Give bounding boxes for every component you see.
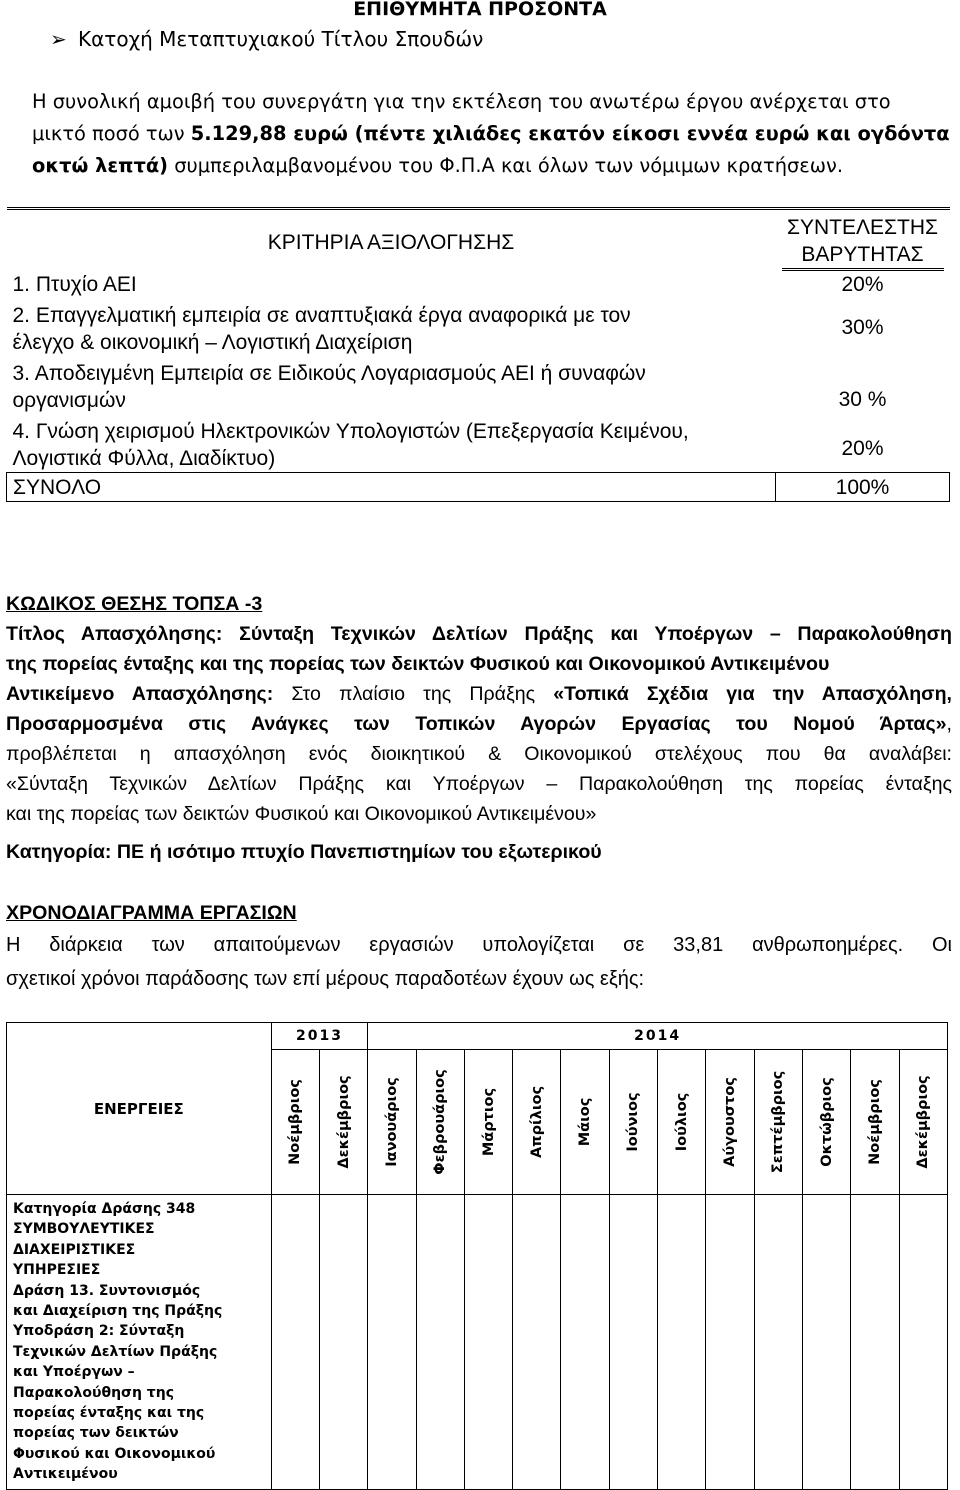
month-header	[706, 1050, 754, 1195]
activity-line: Υποδράση 2: Σύνταξη	[13, 1323, 185, 1340]
activity-line: και Διαχείριση της Πράξης	[13, 1303, 223, 1320]
month-header	[899, 1050, 947, 1195]
criteria-num: 2.	[12, 304, 31, 327]
criteria-weight: 20%	[841, 436, 884, 460]
month-header	[561, 1050, 609, 1195]
month-header	[368, 1050, 416, 1195]
activity-line: ΔΙΑΧΕΙΡΙΣΤΙΚΕΣ	[13, 1241, 136, 1258]
month-header	[754, 1050, 802, 1195]
qualification-bullet	[50, 27, 483, 51]
criteria-text	[7, 298, 776, 356]
criteria-weight: 20%	[841, 273, 884, 296]
activity-description	[7, 1195, 272, 1490]
criteria-desc-line	[13, 302, 770, 329]
criteria-desc: Πτυχίο ΑΕΙ	[35, 273, 137, 296]
fee-text: μικτό ποσό των	[32, 122, 191, 145]
activity-line: και Υποέργων –	[13, 1364, 135, 1381]
schedule-cell	[319, 1195, 367, 1490]
job-object-label: Αντικείμενο Απασχόλησης:	[6, 683, 274, 705]
criteria-header: ΚΡΙΤΗΡΙΑ ΑΞΙΟΛΟΓΗΣΗΣ	[7, 209, 776, 272]
criteria-weight: 30 %	[838, 387, 887, 411]
activity-line: Φυσικού και Οικονομικού	[13, 1445, 216, 1462]
job-object-project: «Τοπικά Σχέδια για την Απασχόληση,	[553, 683, 953, 705]
criteria-desc-2: έλεγχο & οικονομική – Λογιστική Διαχείριση	[12, 331, 413, 354]
criteria-num: 4.	[12, 420, 31, 443]
weight-header-line-2: ΒΑΡΥΤΗΤΑΣ	[782, 241, 944, 271]
month-header	[319, 1050, 367, 1195]
month-label: Ιούνιος	[625, 1092, 642, 1152]
schedule-cell	[464, 1195, 512, 1490]
criteria-desc: Γνώση χειρισμού Ηλεκτρονικών Υπολογιστών (Επεξεργασία Κειμένου,	[35, 420, 689, 443]
criteria-num: 3.	[12, 362, 31, 385]
month-header	[464, 1050, 512, 1195]
job-title-label: Τίτλος Απασχόλησης:	[6, 623, 223, 645]
month-label: Αύγουστος	[722, 1077, 738, 1167]
criteria-table	[6, 207, 950, 502]
criteria-row	[7, 356, 950, 414]
job-object-line-4: «Σύνταξη Τεχνικών Δελτίων Πράξης και Υποέργων – Παρακολούθηση της πορείας ένταξης	[6, 773, 952, 795]
job-code: ΚΩΔΙΚΟΣ ΘΕΣΗΣ ΤΟΠΣΑ -3	[6, 593, 263, 615]
job-object-line-1	[6, 683, 952, 706]
schedule-cell	[513, 1195, 561, 1490]
schedule-cell	[802, 1195, 850, 1490]
month-label: Σεπτέμβριος	[770, 1070, 787, 1174]
job-title-text: Σύνταξη Τεχνικών Δελτίων Πράξης και Υποέργων – Παρακολούθηση	[222, 623, 952, 645]
arrow-bullet-icon: ➢	[50, 27, 67, 51]
activity-line: πορείας των δεικτών	[13, 1425, 179, 1442]
activity-line: Παρακολούθηση της	[13, 1384, 174, 1401]
activity-line: Κατηγορία Δράσης 348	[13, 1201, 196, 1217]
schedule-cell	[754, 1195, 802, 1490]
year-2013: 2013	[271, 1023, 368, 1050]
criteria-desc-2: οργανισμών	[12, 389, 126, 412]
total-value: 100%	[776, 473, 950, 502]
activity-line: πορείας ένταξης και της	[13, 1405, 205, 1422]
month-header	[271, 1050, 319, 1195]
schedule-cell	[851, 1195, 899, 1490]
job-object-text: Στο πλαίσιο της Πράξης	[273, 683, 554, 705]
month-label: Ιανουάριος	[383, 1077, 400, 1167]
fee-amount: 5.129,88 ευρώ (πέντε χιλιάδες εκατόν είκοσι εννέα ευρώ και ογδόντα	[190, 122, 950, 145]
activities-header: ΕΝΕΡΓΕΙΕΣ	[7, 1023, 272, 1195]
month-label: Ιούλιος	[673, 1092, 690, 1152]
activity-line: Τεχνικών Δελτίων Πράξης	[13, 1343, 218, 1360]
criteria-desc-line	[13, 360, 770, 387]
criteria-num: 1.	[12, 273, 31, 296]
criteria-desc-2: Λογιστικά Φύλλα, Διαδίκτυο)	[12, 447, 276, 470]
schedule-table	[6, 1022, 948, 1490]
schedule-cell	[561, 1195, 609, 1490]
job-title-line-2: της πορείας ένταξης και της πορείας των δεικτών Φυσικού και Οικονομικού Αντικειμένου	[6, 653, 830, 675]
criteria-text	[7, 356, 776, 414]
job-category: Κατηγορία: ΠΕ ή ισότιμο πτυχίο Πανεπιστημίων του εξωτερικού	[6, 841, 602, 863]
month-header	[658, 1050, 706, 1195]
weight-header-line-1: ΣΥΝΤΕΛΕΣΤΗΣ	[787, 216, 938, 239]
month-label: Νοέμβριος	[287, 1079, 304, 1165]
month-label: Μάιος	[577, 1097, 594, 1147]
job-object-line-2	[6, 713, 952, 736]
month-header	[851, 1050, 899, 1195]
schedule-cell	[706, 1195, 754, 1490]
job-object-line-3: προβλέπεται η απασχόληση ενός διοικητικού & Οικονομικού στελέχους που θα αναλάβει:	[6, 743, 952, 765]
job-title-line-1	[6, 623, 952, 646]
qualification-text: Κατοχή Μεταπτυχιακού Τίτλου Σπουδών	[78, 27, 484, 51]
total-label: ΣΥΝΟΛΟ	[7, 473, 776, 502]
month-label: Δεκέμβριος	[335, 1075, 352, 1169]
schedule-cell	[368, 1195, 416, 1490]
criteria-desc: Αποδειγμένη Εμπειρία σε Ειδικούς Λογαριασμούς ΑΕΙ ή συναφών	[34, 362, 646, 385]
month-header	[416, 1050, 464, 1195]
schedule-heading: ΧΡΟΝΟΔΙΑΓΡΑΜΜΑ ΕΡΓΑΣΙΩΝ	[6, 902, 297, 924]
job-object-line-5: και της πορείας των δεικτών Φυσικού και Οικονομικού Αντικειμένου»	[6, 803, 597, 825]
month-header	[513, 1050, 561, 1195]
criteria-row	[7, 414, 950, 473]
fee-line-3	[32, 154, 956, 177]
activity-line: ΣΥΜΒΟΥΛΕΥΤΙΚΕΣ	[13, 1221, 155, 1238]
criteria-desc-line	[13, 418, 770, 445]
criteria-weight: 30%	[841, 315, 884, 339]
schedule-cell	[416, 1195, 464, 1490]
criteria-desc: Επαγγελματική εμπειρία σε αναπτυξιακά έργα αναφορικά με τον	[35, 304, 631, 327]
month-label: Απρίλιος	[528, 1085, 545, 1159]
schedule-cell	[899, 1195, 947, 1490]
schedule-cell	[658, 1195, 706, 1490]
month-label: Μάρτιος	[480, 1087, 497, 1157]
section-heading: ΕΠΙΘΥΜΗΤΑ ΠΡΟΣΟΝΤΑ	[353, 0, 607, 20]
schedule-cell	[271, 1195, 319, 1490]
month-label: Οκτώβριος	[818, 1077, 835, 1167]
job-object-project-2: Προσαρμοσμένα στις Ανάγκες των Τοπικών Αγορών Εργασίας του Νομού Άρτας»	[6, 713, 947, 735]
activity-line: Αντικειμένου	[13, 1466, 118, 1483]
fee-amount-end: οκτώ λεπτά)	[32, 154, 169, 177]
criteria-row	[7, 298, 950, 356]
criteria-text	[7, 271, 776, 298]
fee-line-1: Η συνολική αμοιβή του συνεργάτη για την εκτέλεση του ανωτέρω έργου ανέρχεται στο	[32, 90, 891, 113]
fee-text-end: συμπεριλαμβανομένου του Φ.Π.Α και όλων των νόμιμων κρατήσεων.	[168, 154, 844, 177]
criteria-text	[7, 414, 776, 473]
month-label: Φεβρουάριος	[432, 1069, 449, 1175]
activity-row	[7, 1195, 948, 1490]
schedule-line-2: σχετικοί χρόνοι παράδοσης των επί μέρους παραδοτέων έχουν ως εξής:	[6, 968, 645, 990]
weight-header	[776, 209, 950, 272]
month-header	[802, 1050, 850, 1195]
job-object-comma: ,	[946, 713, 952, 735]
criteria-row	[7, 271, 950, 298]
activity-line: ΥΠΗΡΕΣΙΕΣ	[13, 1262, 101, 1279]
fee-line-2	[32, 122, 956, 145]
month-header	[609, 1050, 657, 1195]
month-label: Νοέμβριος	[866, 1079, 883, 1165]
criteria-total-row	[7, 473, 950, 502]
year-2014: 2014	[368, 1023, 948, 1050]
schedule-line-1: Η διάρκεια των απαιτούμενων εργασιών υπολογίζεται σε 33,81 ανθρωποημέρες. Οι	[6, 934, 952, 956]
month-label: Δεκέμβριος	[915, 1075, 932, 1169]
activity-line: Δράση 13. Συντονισμός	[13, 1282, 201, 1299]
schedule-cell	[609, 1195, 657, 1490]
